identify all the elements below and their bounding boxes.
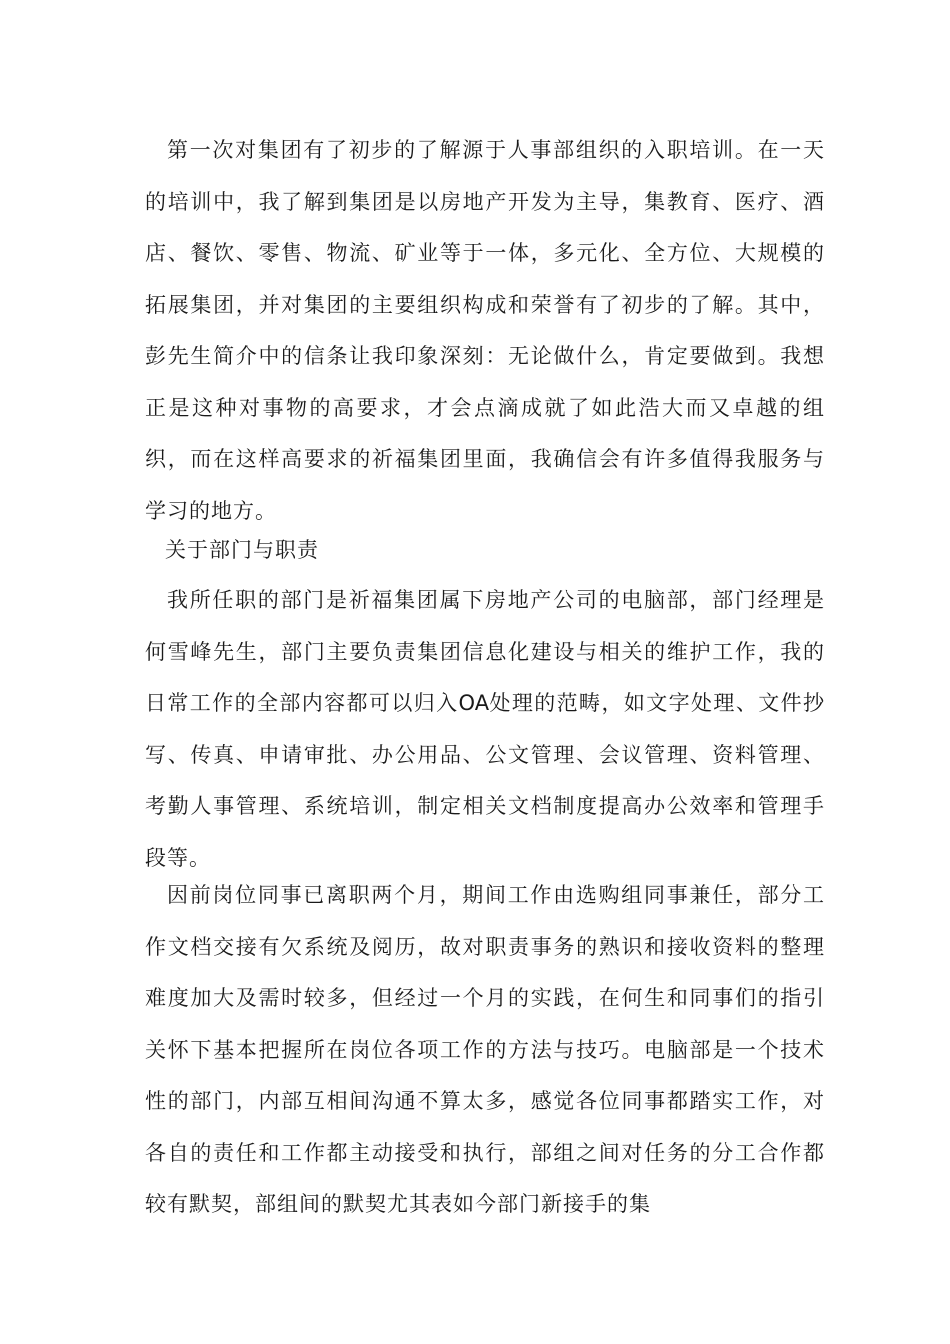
oa-abbreviation: OA [458, 691, 490, 715]
paragraph-handover-experience [145, 870, 825, 1231]
paragraph-text [145, 575, 825, 884]
section-heading [145, 525, 825, 577]
section-heading-text: 关于部门与职责 [165, 538, 319, 562]
paragraph-text-part: 我所任职的部门是祈福集团属下房地产公司的电脑部，部门经理是何雪峰先生，部门主要负责集团信息化建设与相关的维护工作，我的日常工作的全部内容都可以归入 [145, 588, 825, 715]
paragraph-text-part: 处理的范畴，如文字处理、文件抄写、传真、申请审批、办公用品、公文管理、会议管理、资料管理、考勤人事管理、系统培训，制定相关文档制度提高办公效率和管理手段等。 [145, 691, 826, 870]
paragraph-text: 第一次对集团有了初步的了解源于人事部组织的入职培训。在一天的培训中，我了解到集团是以房地产开发为主导，集教育、医疗、酒店、餐饮、零售、物流、矿业等于一体，多元化、全方位、大规模的拓展集团，并对集团的主要组织构成和荣誉有了初步的了解。其中，彭先生简介中的信条让我印象深刻：无论做什么，肯定要做到。我想正是这种对事物的高要求，才会点滴成就了如此浩大而又卓越的组织，而在这样高要求的祈福集团里面，我确信会有许多值得我服务与学习的地方。 [145, 138, 825, 523]
paragraph-text: 因前岗位同事已离职两个月，期间工作由选购组同事兼任，部分工作文档交接有欠系统及阅历，故对职责事务的熟识和接收资料的整理难度加大及需时较多，但经过一个月的实践，在何生和同事们的指引关怀下基本把握所在岗位各项工作的方法与技巧。电脑部是一个技术性的部门，内部互相间沟通不算太多，感觉各位同事都踏实工作，对各自的责任和工作都主动接受和执行，部组之间对任务的分工合作都较有默契，部组间的默契尤其表如今部门新接手的集 [145, 883, 825, 1216]
paragraph-intro-training [145, 125, 825, 537]
paragraph-department-duties [145, 575, 825, 884]
